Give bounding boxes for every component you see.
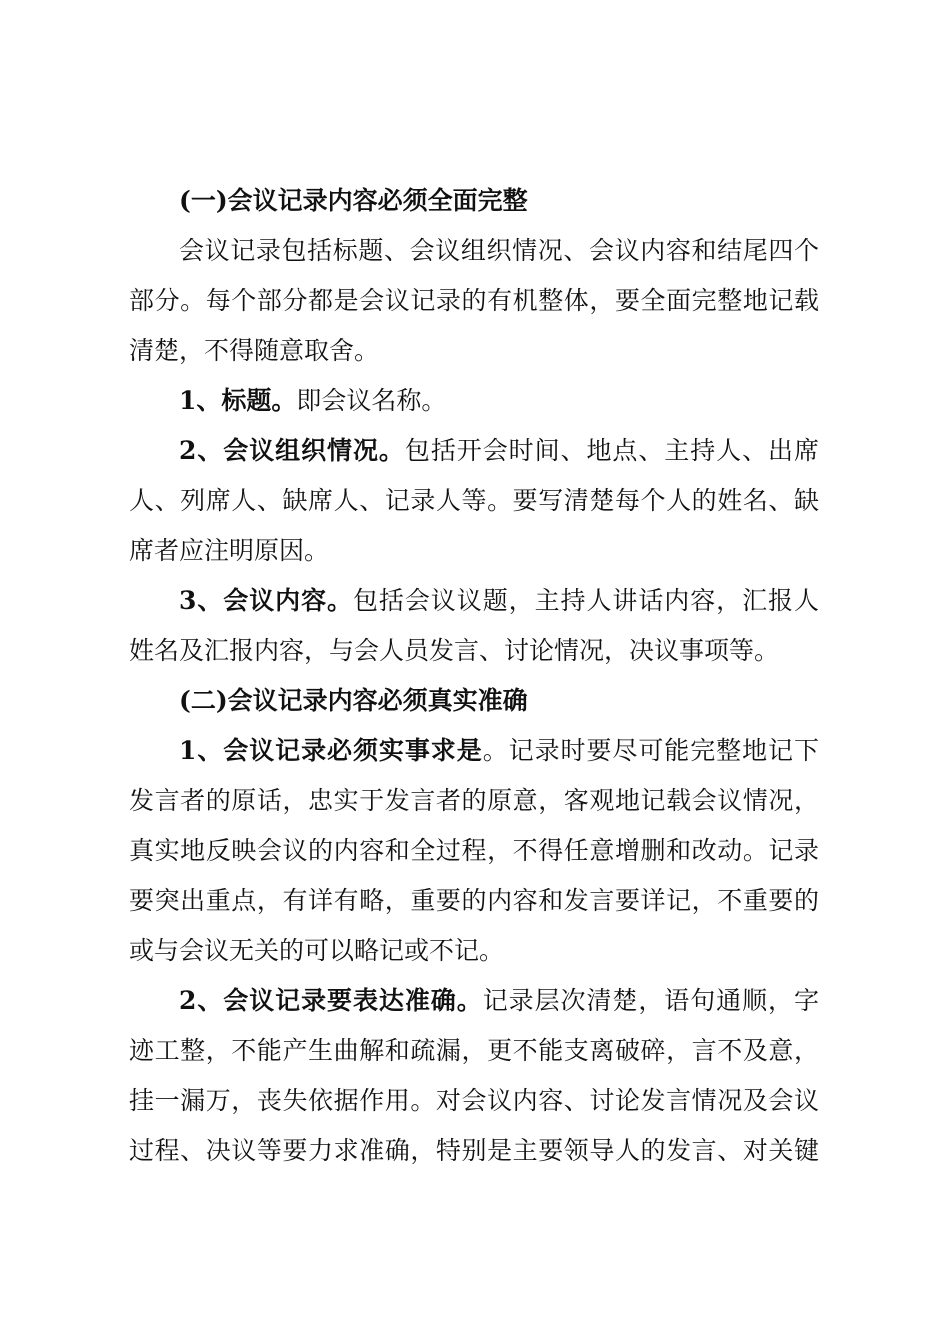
paragraph-line: 挂一漏万，丧失依据作用。对会议内容、讨论发言情况及会议: [129, 1086, 819, 1115]
paragraph-line: 或与会议无关的可以略记或不记。: [129, 936, 505, 965]
item-accurate-text: 记录层次清楚，语句通顺，字: [482, 986, 819, 1015]
item-truthful: [129, 726, 819, 976]
paragraph-line: [129, 576, 819, 626]
paragraph-line: 要突出重点，有详有略，重要的内容和发言要详记，不重要的: [129, 886, 819, 915]
item-content-label: 3、会议内容。: [179, 586, 353, 615]
item-organization-text: 包括开会时间、地点、主持人、出席: [404, 436, 819, 465]
paragraph-line: 部分。每个部分都是会议记录的有机整体，要全面完整地记载: [129, 286, 819, 315]
item-organization-label: 2、会议组织情况。: [179, 436, 405, 465]
paragraph-line: [129, 726, 819, 776]
paragraph-line: 会议记录包括标题、会议组织情况、会议内容和结尾四个: [179, 236, 819, 265]
paragraph-line: 过程、决议等要力求准确，特别是主要领导人的发言、对关键: [129, 1136, 819, 1165]
item-title: [129, 376, 819, 426]
paragraph-line: 姓名及汇报内容，与会人员发言、讨论情况，决议事项等。: [129, 636, 780, 665]
paragraph-line: 清楚，不得随意取舍。: [129, 336, 380, 365]
paragraph-overview: [129, 226, 819, 376]
paragraph-line: 发言者的原话，忠实于发言者的原意，客观地记载会议情况，: [129, 786, 819, 815]
item-truthful-label: 1、会议记录必须实事求是: [179, 736, 483, 765]
paragraph-line: 迹工整，不能产生曲解和疏漏，更不能支离破碎，言不及意，: [129, 1036, 819, 1065]
item-organization: [129, 426, 819, 576]
item-title-label: 1、标题。: [179, 386, 297, 415]
section-heading-1: (一)会议记录内容必须全面完整: [179, 186, 528, 215]
paragraph-line: [129, 976, 819, 1026]
item-truthful-text: 。记录时要尽可能完整地记下: [482, 736, 819, 765]
section-heading-2: (二)会议记录内容必须真实准确: [179, 686, 528, 715]
item-title-text: 即会议名称。: [296, 386, 447, 415]
paragraph-line: 人、列席人、缺席人、记录人等。要写清楚每个人的姓名、缺: [129, 486, 819, 515]
paragraph-line: 席者应注明原因。: [129, 536, 330, 565]
item-accurate-label: 2、会议记录要表达准确。: [179, 986, 483, 1015]
paragraph-line: [129, 426, 819, 476]
item-accurate: [129, 976, 819, 1176]
paragraph-line: 真实地反映会议的内容和全过程，不得任意增删和改动。记录: [129, 836, 819, 865]
document-page: [129, 176, 819, 1176]
item-content: [129, 576, 819, 676]
item-content-text: 包括会议议题，主持人讲话内容，汇报人: [352, 586, 819, 615]
